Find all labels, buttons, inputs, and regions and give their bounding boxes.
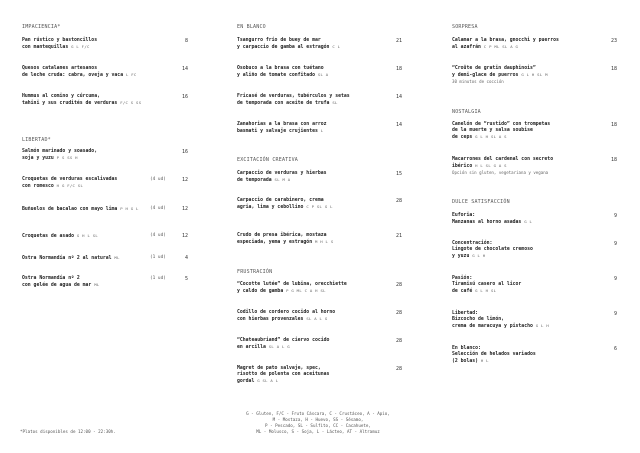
portion-units: (1 ud) [150, 255, 166, 260]
allergen-codes: SL M A [274, 177, 291, 183]
allergen-codes: G L F/C [71, 44, 90, 50]
allergen-codes: C P ML SL A G [483, 44, 519, 50]
menu-item [22, 177, 117, 190]
dish-price: 18 [610, 122, 617, 128]
dish-name [22, 66, 137, 79]
dish-note: Opción sin gluten, vegetariana y vegana [452, 170, 549, 176]
allergen-codes: H L [480, 358, 489, 364]
section-title: EN BLANCO [237, 24, 266, 30]
allergen-codes: C P SL G L [306, 204, 333, 210]
dish-name-text: Pasión: Tiramisú casero al licor de café [452, 276, 522, 295]
dish-price: 9 [613, 213, 617, 219]
dish-name [237, 38, 340, 51]
dish-price: 5 [184, 276, 188, 282]
allergen-codes: SL A [317, 72, 329, 78]
allergen-codes: ML [114, 255, 120, 260]
dish-name [237, 122, 327, 135]
dish-name-text: Fricasé de verduras, tubérculos y setas de temporada con aceite de trufa [237, 94, 350, 107]
dish-price: 28 [395, 366, 402, 372]
menu-item [452, 241, 533, 260]
allergen-codes: F/C S SS [120, 100, 142, 106]
menu-item [237, 66, 328, 79]
dish-price: 18 [610, 66, 617, 72]
allergen-codes: G L H [535, 323, 549, 329]
dish-name-text: “Croûte de gratin dauphinois” y demi-glace de puerros [452, 66, 536, 79]
dish-name [237, 233, 333, 246]
section-title: LIBERTAD* [22, 137, 51, 143]
dish-name [22, 206, 139, 213]
dish-name [237, 366, 329, 385]
menu-item [452, 311, 549, 330]
dish-name [452, 38, 559, 51]
dish-name [452, 157, 553, 170]
dish-name [452, 311, 549, 330]
dish-name [237, 171, 327, 184]
dish-price: 15 [395, 171, 402, 177]
dish-price: 4 [184, 255, 188, 261]
dish-price: 12 [181, 177, 188, 183]
dish-name [22, 149, 97, 162]
menu-item [452, 122, 550, 141]
dish-name [237, 66, 328, 79]
dish-name-text: Quesos catalanes artesanos de leche cruda: cabra, oveja y vaca [22, 66, 124, 79]
dish-name-text: Osobuco a la brasa con tuétano y aliño de tomate confitado [237, 66, 324, 79]
allergen-codes: G L H SL M [521, 72, 548, 78]
dish-price: 28 [395, 310, 402, 316]
allergen-codes: G SL A L [257, 378, 279, 384]
dish-name [452, 213, 532, 226]
menu-item [22, 233, 98, 240]
dish-price: 14 [181, 66, 188, 72]
dish-name-text: Carpaccio de verduras y hierbas de temporada [237, 171, 327, 184]
portion-units: (4 ud) [150, 233, 166, 238]
dish-name-text: Croquetas de asado [22, 234, 74, 239]
allergen-codes: H G F/C SL [56, 183, 84, 189]
dish-name [452, 122, 550, 141]
section-title: IMPACIENCIA* [22, 24, 61, 30]
menu-item [22, 94, 141, 107]
dish-name [22, 255, 120, 262]
menu-item [22, 255, 120, 262]
allergen-codes: G L H SL [475, 288, 497, 294]
dish-name [237, 94, 350, 107]
dish-name-text: Buñuelos de bacalao con mayo lima [22, 207, 118, 212]
dish-price: 28 [395, 338, 402, 344]
dish-price: 14 [395, 94, 402, 100]
dish-price: 14 [395, 122, 402, 128]
dish-price: 6 [613, 346, 617, 352]
allergen-codes: SL [332, 100, 338, 106]
dish-name-text: Crudo de presa ibérica, mostaza especiada, yema y estragón [237, 233, 327, 246]
menu-item [237, 338, 329, 351]
menu-item [22, 66, 137, 79]
dish-price: 16 [181, 149, 188, 155]
menu-item [452, 157, 553, 175]
section-title: NOSTALGIA [452, 109, 481, 115]
menu-item [237, 366, 329, 385]
portion-units: (4 ud) [150, 206, 166, 211]
dish-name-text: Calamar a la brasa, gnocchi y puerros al azafrán [452, 38, 559, 51]
menu-item [22, 38, 97, 51]
dish-name-text: Libertad: Bizcocho de limón, crema de maracuya y pistacho [452, 311, 533, 330]
dish-name-text: Ostra Normandía nº 2 con gelée de agua de mar [22, 276, 92, 289]
dish-price: 12 [181, 233, 188, 239]
dish-name [22, 38, 97, 51]
dish-name [452, 276, 521, 295]
allergen-codes: G L H SL A S [475, 134, 507, 140]
allergen-codes: G H L SL [76, 233, 99, 238]
allergen-codes: G L H [472, 253, 486, 259]
menu-item [452, 66, 548, 84]
dish-price: 12 [181, 206, 188, 212]
allergen-codes: SL A L G [306, 316, 328, 322]
dish-name-text: Tsangurro frío de buey de mar y carpaccio de gamba al estragón [237, 38, 330, 51]
dish-price: 8 [184, 38, 188, 44]
dish-name-text: Salmón marinado y soasado, soja y yuzu [22, 149, 98, 162]
dish-name [237, 310, 335, 323]
dish-name [237, 198, 333, 211]
dish-name [22, 94, 141, 107]
dish-name-text: En blanco: Selección de helados variados (2 bolas) [452, 346, 536, 365]
dish-name [452, 241, 533, 260]
dish-name-text: Canelón de “rustido” con trompetas de la muerte y salsa soubise de ceps [452, 122, 551, 141]
allergen-codes: SL A L G [268, 344, 290, 350]
dish-name-text: “Cocotte lutée” de lubina, orecchiette y caldo de gamba [237, 282, 347, 295]
dish-price: 9 [613, 311, 617, 317]
dish-name [452, 66, 548, 79]
menu-item [452, 276, 521, 295]
dish-name-text: Pan rústico y bastoncillos con mantequillas [22, 38, 98, 51]
menu-item [237, 282, 347, 295]
dish-name [452, 346, 536, 365]
dish-name-text: Carpaccio de carabinero, crema agria, lima y cebollino [237, 198, 324, 211]
allergen-codes: M H L S [314, 239, 334, 245]
dish-name-text: Ostra Normandía nº 2 al natural [22, 256, 112, 261]
dish-name-text: Euforia: Manzanas al horno asadas [452, 213, 522, 226]
allergen-codes: G L [524, 219, 533, 225]
dish-name-text: Croquetas de verduras escalivadas con romesco [22, 177, 118, 190]
dish-name [22, 177, 117, 190]
menu-item [452, 38, 559, 51]
dish-name-text: Magret de pato salvaje, spec, risotto de polenta con aceitunas gordal [237, 366, 330, 385]
dish-note: 30 minutos de cocción [452, 79, 504, 85]
dish-price: 23 [610, 38, 617, 44]
allergen-codes: ML [94, 282, 100, 288]
dish-price: 18 [395, 66, 402, 72]
dish-price: 16 [181, 94, 188, 100]
allergen-codes: C L [332, 44, 341, 50]
allergen-codes: H L SL G A S [475, 163, 507, 169]
allergen-codes: P G ML C A H SL [286, 288, 326, 294]
dish-name [237, 338, 329, 351]
dish-name-text: Hummus al comino y cúrcuma, tahini y sus crudités de verduras [22, 94, 118, 107]
allergen-codes: P H G L [120, 206, 139, 211]
dish-price: 9 [613, 276, 617, 282]
allergen-codes: L [320, 128, 324, 134]
dish-name-text: Codillo de cordero cocido al horno con hierbas provenzales [237, 310, 336, 323]
menu-item [237, 310, 335, 323]
portion-units: (1 ud) [150, 276, 166, 281]
menu-item [237, 122, 327, 135]
menu-item [237, 38, 340, 51]
menu-item [237, 94, 350, 107]
dish-name [237, 282, 347, 295]
dish-name-text: Macarrones del cardenal con secreto ibérico [452, 157, 554, 170]
dish-price: 21 [395, 38, 402, 44]
menu-item [22, 276, 100, 289]
dish-name-text: “Chateaubriand” de ciervo cocido en arcilla [237, 338, 330, 351]
dish-name [22, 233, 98, 240]
dish-price: 28 [395, 198, 402, 204]
menu-item [22, 149, 97, 162]
menu-item [237, 233, 333, 246]
section-title: FRUSTRACIÓN [237, 269, 273, 275]
allergen-legend: G - Gluten, F/C - Fruto Cáscara, C - Crustáceo, A - Apio, M - Mostaza, H - Huevo, SS - Sésamo, P - Pescado, SL - Sulfito, CC - Cacahuete, ML - Molusco, S - Soja, L - Lácteo, AT - Altramuz [246, 411, 390, 434]
section-title: DULCE SATISFACCIÓN [452, 199, 510, 205]
menu-item [237, 198, 333, 211]
menu-item [237, 171, 327, 184]
allergen-codes: P S SS H [56, 155, 78, 161]
section-title: EXCITACIÓN CREATIVA [237, 157, 298, 163]
menu-item [452, 213, 532, 226]
dish-name-text: Zanahorias a la brasa con arroz basmati y salvaje crujientes [237, 122, 327, 135]
allergen-codes: L FC [125, 72, 137, 78]
menu-item [452, 346, 536, 365]
dish-name [22, 276, 100, 289]
dish-price: 28 [395, 282, 402, 288]
section-title: SORPRESA [452, 24, 478, 30]
menu-item [22, 206, 139, 213]
dish-price: 9 [613, 241, 617, 247]
availability-note: *Platos disponibles de 12:00 - 22:30h. [20, 429, 116, 434]
portion-units: (4 ud) [150, 177, 166, 182]
dish-name-text: Concentración: Lingote de chocolate cremoso y yuzu [452, 241, 533, 260]
dish-price: 21 [395, 233, 402, 239]
dish-price: 18 [610, 157, 617, 163]
